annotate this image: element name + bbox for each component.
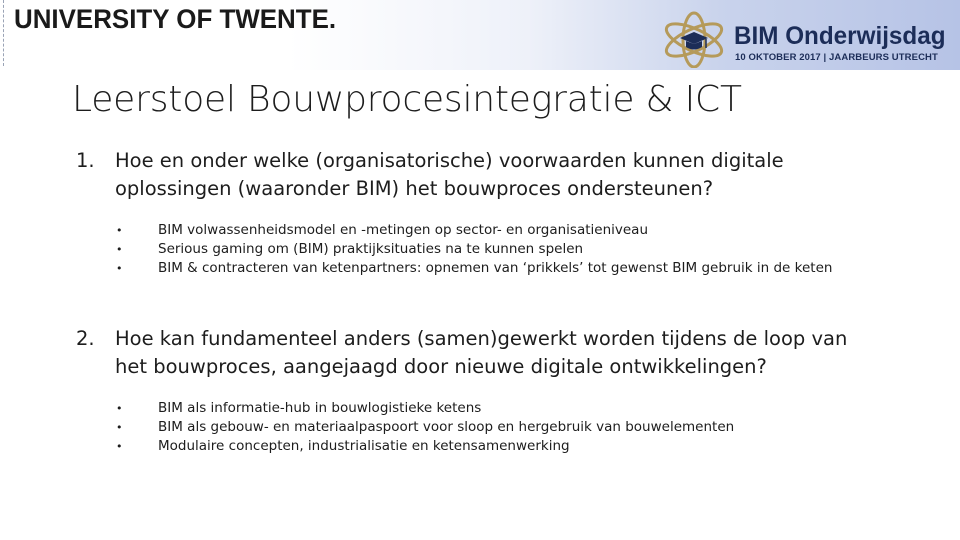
question-text [115,147,905,203]
bullet-icon: • [116,402,123,415]
list-item [0,399,734,418]
question-2-bullets [0,399,734,456]
bullet-icon: • [116,421,123,434]
bullet-text: BIM volwassenheidsmodel en -metingen op sector- en organisatieniveau [158,222,649,238]
question-number: 1. [76,149,95,172]
bullet-text: BIM als informatie-hub in bouwlogistieke ketens [158,400,482,416]
list-item [0,240,832,259]
question-line: oplossingen (waaronder BIM) het bouwproces ondersteunen? [115,177,714,200]
bim-onderwijsdag-logo [661,10,951,70]
bullet-text: BIM & contracteren van ketenpartners: opnemen van ‘prikkels’ tot gewenst BIM gebruik in de keten [158,260,833,276]
list-item [0,221,832,240]
list-item [0,418,734,437]
question-line: Hoe kan fundamenteel anders (samen)gewerkt worden tijdens de loop van [115,327,848,350]
question-1-bullets [0,221,832,278]
slide-title: Leerstoel Bouwprocesintegratie & ICT [72,79,742,120]
bullet-icon: • [116,243,123,256]
bullet-icon: • [116,262,123,275]
list-item [0,259,832,278]
slide-edge-guide [3,0,6,66]
question-text [115,325,905,381]
event-title: BIM Onderwijsdag [734,22,946,50]
bullet-text: Modulaire concepten, industrialisatie en ketensamenwerking [158,438,570,454]
question-number: 2. [76,327,95,350]
event-subtitle: 10 OKTOBER 2017 | JAARBEURS UTRECHT [735,52,938,63]
question-line: Hoe en onder welke (organisatorische) voorwaarden kunnen digitale [115,149,784,172]
atom-icon [661,10,727,68]
question-line: het bouwproces, aangejaagd door nieuwe digitale ontwikkelingen? [115,355,767,378]
list-item [0,437,734,456]
bullet-icon: • [116,224,123,237]
bullet-icon: • [116,440,123,453]
bullet-text: BIM als gebouw- en materiaalpaspoort voor sloop en hergebruik van bouwelementen [158,419,735,435]
university-logo: UNIVERSITY OF TWENTE. [14,4,337,34]
bullet-text: Serious gaming om (BIM) praktijksituaties na te kunnen spelen [158,241,584,257]
